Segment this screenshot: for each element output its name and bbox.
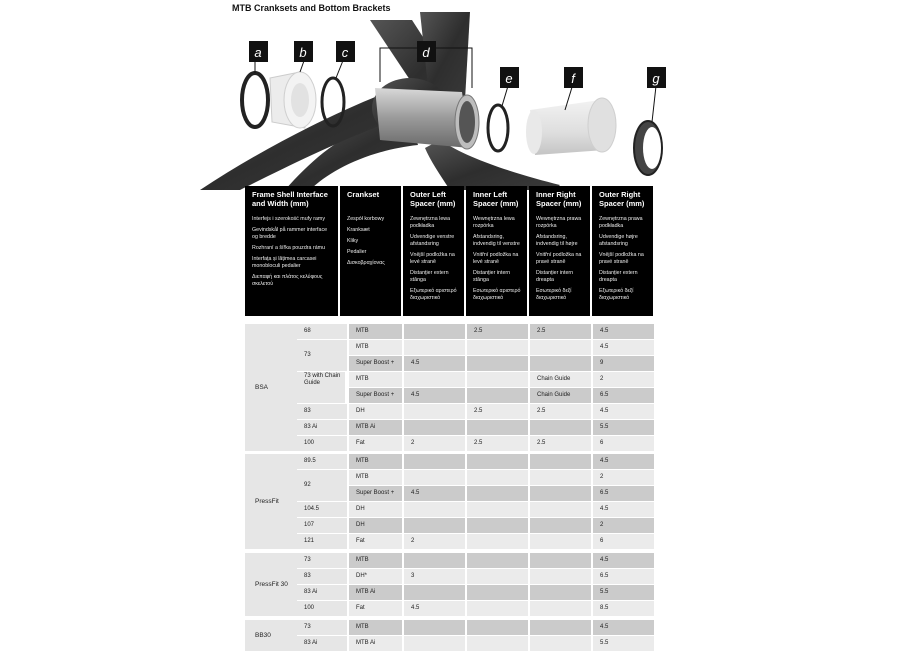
frame-shell-icon — [200, 12, 560, 190]
outer-left-cell — [404, 502, 465, 517]
shell-width: 89.5 — [297, 454, 347, 469]
outer-left-cell: 4.5 — [404, 356, 465, 371]
shell-width: 73 — [297, 553, 347, 568]
crankset-cell: MTB — [349, 340, 402, 355]
header-translation: Kliky — [347, 238, 359, 244]
crankset-cell: MTB — [349, 454, 402, 469]
crankset-cell: Super Boost + — [349, 486, 402, 501]
page-title: MTB Cranksets and Bottom Brackets — [232, 3, 391, 13]
shell-width: 83 Ai — [297, 585, 347, 600]
shell-width: 100 — [297, 436, 347, 451]
header-title: Outer Right Spacer (mm) — [599, 190, 645, 208]
shell-width: 100 — [297, 601, 347, 616]
table-row — [297, 340, 654, 355]
bearing-cup-icon — [270, 72, 316, 128]
inner-right-cell — [530, 585, 591, 600]
inner-left-cell — [467, 340, 528, 355]
table-row — [297, 420, 654, 435]
outer-right-cell: 6 — [593, 534, 654, 549]
inner-right-cell: Chain Guide — [530, 388, 591, 403]
exploded-diagram — [0, 0, 900, 190]
outer-right-cell: 9 — [593, 356, 654, 371]
header-translation: Zewnętrzna lewa podkładka — [410, 216, 451, 229]
table-row — [297, 553, 654, 568]
inner-right-cell — [530, 620, 591, 635]
inner-right-cell — [530, 636, 591, 651]
header-translation: Pedalier — [347, 249, 367, 255]
header-translation: Εσωτερικό δεξί διαχωριστικό — [536, 288, 572, 301]
outer-left-cell — [404, 585, 465, 600]
inner-left-cell — [467, 585, 528, 600]
shell-width: 68 — [297, 324, 347, 339]
outer-left-cell: 2 — [404, 436, 465, 451]
inner-left-cell — [467, 356, 528, 371]
header-translation: Διεπαφή και πλάτος κελύφους σκελετού — [252, 274, 323, 287]
inner-left-cell — [467, 470, 528, 485]
part-label: d — [422, 45, 430, 60]
header-title: Crankset — [347, 190, 380, 199]
header-title: Outer Left Spacer (mm) — [410, 190, 456, 208]
interface-name: PressFit — [245, 454, 297, 549]
inner-right-cell — [530, 470, 591, 485]
outer-right-cell: 6.5 — [593, 569, 654, 584]
outer-right-cell: 8.5 — [593, 601, 654, 616]
header-translation: Vnitřní podložka na pravé straně — [536, 252, 582, 265]
shell-width: 73 — [297, 340, 347, 371]
inner-right-cell — [530, 534, 591, 549]
inner-left-cell: 2.5 — [467, 404, 528, 419]
crankset-cell: MTB Ai — [349, 636, 402, 651]
crankset-cell: DH — [349, 404, 402, 419]
outer-left-cell: 2 — [404, 534, 465, 549]
header-translation: Wewnętrzna lewa rozpórka — [473, 216, 515, 229]
header-column — [245, 186, 338, 316]
shell-width: 92 — [297, 470, 347, 501]
inner-left-cell — [467, 601, 528, 616]
inner-left-cell — [467, 372, 528, 387]
shell-width: 83 — [297, 404, 347, 419]
header-translation: Udvendige venstre afstandsring — [410, 234, 455, 247]
header-translation: Εσωτερικό αριστερό διαχωριστικό — [473, 288, 521, 301]
part-label: f — [571, 71, 575, 86]
shell-width: 107 — [297, 518, 347, 533]
interface-name: BSA — [245, 324, 297, 451]
part-label: e — [505, 71, 513, 86]
shell-width: 83 — [297, 569, 347, 584]
shell-width: 73 with Chain Guide — [297, 372, 345, 403]
inner-left-cell — [467, 518, 528, 533]
inner-left-cell — [467, 502, 528, 517]
part-label: c — [341, 45, 349, 60]
crankset-cell: Fat — [349, 601, 402, 616]
outer-left-cell — [404, 620, 465, 635]
table-row — [297, 502, 654, 517]
outer-right-cell: 2 — [593, 470, 654, 485]
crankset-cell: Super Boost + — [349, 388, 402, 403]
inner-right-cell — [530, 569, 591, 584]
table-row — [297, 518, 654, 533]
bottom-bracket-sleeve-icon — [526, 98, 616, 155]
inner-left-cell — [467, 620, 528, 635]
inner-right-cell: 2.5 — [530, 404, 591, 419]
crankset-cell: MTB Ai — [349, 585, 402, 600]
table-row — [297, 454, 654, 469]
table-row — [297, 388, 654, 403]
part-label: b — [299, 45, 307, 60]
outer-left-cell — [404, 636, 465, 651]
outer-left-cell: 4.5 — [404, 601, 465, 616]
lock-ring-icon — [634, 121, 662, 175]
crankset-cell: DH — [349, 518, 402, 533]
header-column — [529, 186, 590, 316]
table-row — [297, 404, 654, 419]
header-translation: Afstandsring, indvendig til højre — [536, 234, 578, 247]
outer-right-cell: 4.5 — [593, 553, 654, 568]
inner-right-cell — [530, 601, 591, 616]
header-translation: Interfejs i szerokość mufy ramy — [252, 216, 325, 222]
spacer-ring-icon — [488, 105, 508, 151]
table-row — [297, 601, 654, 616]
crankset-cell: Super Boost + — [349, 356, 402, 371]
inner-right-cell — [530, 518, 591, 533]
shell-width: 83 Ai — [297, 420, 347, 435]
crankset-cell: MTB — [349, 372, 402, 387]
outer-right-cell: 6.5 — [593, 486, 654, 501]
outer-left-cell — [404, 420, 465, 435]
inner-left-cell — [467, 486, 528, 501]
inner-left-cell — [467, 454, 528, 469]
crankset-cell: Fat — [349, 534, 402, 549]
crankset-cell: MTB — [349, 553, 402, 568]
inner-left-cell — [467, 388, 528, 403]
table-row — [297, 569, 654, 584]
header-translation: Zespół korbowy — [347, 216, 385, 222]
outer-right-cell: 5.5 — [593, 420, 654, 435]
inner-right-cell — [530, 454, 591, 469]
outer-left-cell — [404, 324, 465, 339]
inner-right-cell: 2.5 — [530, 436, 591, 451]
header-translation: Vnitřní podložka na levé straně — [473, 252, 519, 265]
outer-right-cell: 5.5 — [593, 585, 654, 600]
crankset-cell: MTB Ai — [349, 420, 402, 435]
inner-left-cell — [467, 553, 528, 568]
table-row — [297, 585, 654, 600]
crankset-cell: MTB — [349, 620, 402, 635]
header-column — [403, 186, 464, 316]
outer-right-cell: 4.5 — [593, 502, 654, 517]
shell-width: 104.5 — [297, 502, 347, 517]
inner-left-cell — [467, 534, 528, 549]
crankset-cell: MTB — [349, 470, 402, 485]
header-translation: Εξωτερικό δεξί διαχωριστικό — [599, 288, 634, 301]
outer-right-cell: 4.5 — [593, 340, 654, 355]
table-row — [297, 486, 654, 501]
header-translation: Kranksæt — [347, 227, 370, 233]
header-title: Inner Left Spacer (mm) — [473, 190, 519, 208]
header-title: Inner Right Spacer (mm) — [536, 190, 582, 208]
header-translation: Afstandsring, indvendig til venstre — [473, 234, 520, 247]
outer-left-cell — [404, 454, 465, 469]
outer-left-cell — [404, 404, 465, 419]
inner-left-cell — [467, 420, 528, 435]
outer-right-cell: 2 — [593, 372, 654, 387]
header-translation: Vnější podložka na pravé straně — [599, 252, 644, 265]
outer-right-cell: 4.5 — [593, 620, 654, 635]
table-row — [297, 356, 654, 371]
outer-right-cell: 2 — [593, 518, 654, 533]
header-translation: Εξωτερικό αριστερό διαχωριστικό — [410, 288, 457, 301]
interface-name: PressFit 30 — [245, 553, 297, 616]
header-translation: Udvendige højre afstandsring — [599, 234, 638, 247]
outer-left-cell — [404, 470, 465, 485]
header-column — [592, 186, 653, 316]
outer-left-cell: 4.5 — [404, 486, 465, 501]
table-row — [297, 534, 654, 549]
crankset-cell: Fat — [349, 436, 402, 451]
header-translation: Distanțier intern dreapta — [536, 270, 574, 283]
outer-left-cell — [404, 372, 465, 387]
header-translation: Vnější podložka na levé straně — [410, 252, 455, 265]
header-translation: Interfața și lățimea carcasei monobloculi pedalier — [252, 256, 317, 269]
crankset-cell: DH — [349, 502, 402, 517]
outer-right-cell: 4.5 — [593, 454, 654, 469]
table-row — [297, 470, 654, 485]
outer-left-cell — [404, 518, 465, 533]
table-header — [245, 186, 653, 316]
table-row — [297, 324, 654, 339]
outer-right-cell: 4.5 — [593, 324, 654, 339]
header-translation: Zewnętrzna prawa podkładka — [599, 216, 643, 229]
outer-left-cell — [404, 553, 465, 568]
inner-right-cell: Chain Guide — [530, 372, 591, 387]
outer-right-cell: 6 — [593, 436, 654, 451]
header-translation: Rozhraní a šířka pouzdra rámu — [252, 245, 326, 251]
table-row — [297, 436, 654, 451]
interface-name: BB30 — [245, 620, 297, 651]
header-translation: Distanțier intern stânga — [473, 270, 511, 283]
inner-right-cell — [530, 486, 591, 501]
header-translation: Gevindskål på rammer interface og bredde — [252, 227, 328, 240]
header-translation: Distanțier extern stânga — [410, 270, 449, 283]
part-label: g — [652, 71, 660, 86]
part-label: a — [254, 45, 262, 60]
inner-right-cell — [530, 553, 591, 568]
header-translation: Wewnętrzna prawa rozpórka — [536, 216, 582, 229]
shell-width: 83 Ai — [297, 636, 347, 651]
inner-right-cell — [530, 356, 591, 371]
outer-left-cell — [404, 340, 465, 355]
crankset-cell: DH* — [349, 569, 402, 584]
outer-right-cell: 5.5 — [593, 636, 654, 651]
table-row — [297, 620, 654, 635]
inner-left-cell — [467, 636, 528, 651]
inner-left-cell — [467, 569, 528, 584]
inner-right-cell: 2.5 — [530, 324, 591, 339]
header-translation: Δισκοβραχίονας — [347, 260, 385, 266]
crankset-cell: MTB — [349, 324, 402, 339]
outer-left-cell: 4.5 — [404, 388, 465, 403]
outer-right-cell: 4.5 — [593, 404, 654, 419]
inner-right-cell — [530, 502, 591, 517]
inner-left-cell: 2.5 — [467, 436, 528, 451]
shell-width: 121 — [297, 534, 347, 549]
outer-ring-icon — [242, 73, 268, 127]
header-column — [340, 186, 401, 316]
header-translation: Distanțier extern dreapta — [599, 270, 638, 283]
table-row — [297, 636, 654, 651]
header-column — [466, 186, 527, 316]
inner-left-cell: 2.5 — [467, 324, 528, 339]
outer-left-cell: 3 — [404, 569, 465, 584]
table-row — [297, 372, 654, 387]
shell-width: 73 — [297, 620, 347, 635]
inner-right-cell — [530, 340, 591, 355]
inner-right-cell — [530, 420, 591, 435]
outer-right-cell: 6.5 — [593, 388, 654, 403]
header-title: Frame Shell Interface and Width (mm) — [252, 190, 328, 208]
